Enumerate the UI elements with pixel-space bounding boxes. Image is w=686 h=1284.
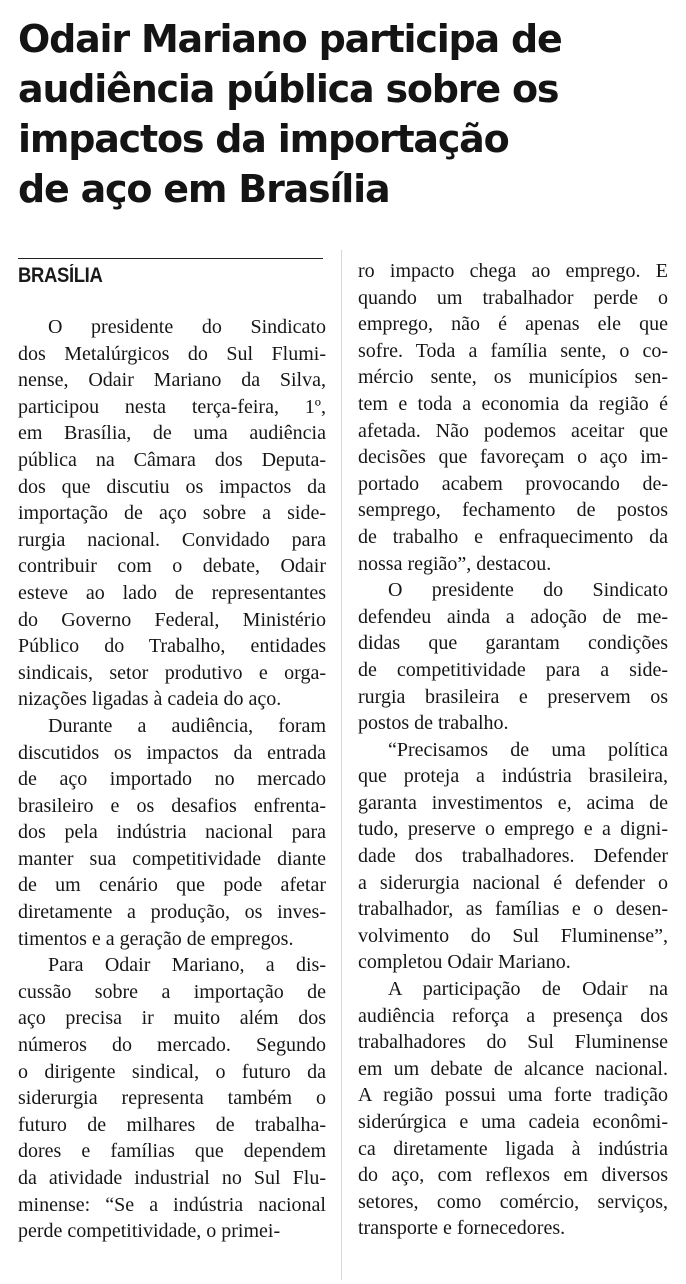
section-label: BRASÍLIA — [18, 264, 103, 287]
text-line: Durante a audiência, foram — [48, 714, 326, 737]
headline-line: Odair Mariano participa de — [18, 17, 562, 61]
text-line: trabalhadores do Sul Fluminense — [358, 1031, 668, 1054]
text-line: cussão sobre a importação de — [18, 980, 326, 1003]
text-line: o dirigente sindical, o futuro da — [18, 1060, 326, 1083]
text-line: timentos e a geração de empregos. — [18, 927, 294, 950]
text-line: postos de trabalho. — [358, 712, 509, 735]
article-paragraph — [358, 737, 668, 976]
left-column — [18, 314, 326, 1245]
text-line: esteve ao lado de representantes — [18, 581, 326, 604]
text-line: decisões que favoreçam o aço im- — [358, 446, 668, 469]
article-paragraph — [358, 577, 668, 737]
text-line: transporte e fornecedores. — [358, 1217, 566, 1240]
text-line: do aço, com reflexos em diversos — [358, 1164, 668, 1187]
text-line: defendeu ainda a adoção de me- — [358, 605, 668, 628]
text-line: nossa região”, destacou. — [358, 552, 552, 575]
text-line: tudo, preserve o emprego e a digni- — [358, 818, 668, 841]
text-line: do Governo Federal, Ministério — [18, 608, 326, 631]
text-line: completou Odair Mariano. — [358, 951, 571, 974]
text-line: discutidos os impactos da entrada — [18, 741, 326, 764]
text-line: garanta investimentos e, acima de — [358, 791, 668, 814]
text-line: tem e toda a economia da região é — [358, 392, 668, 415]
text-line: “Precisamos de uma política — [388, 738, 668, 761]
headline-line: impactos da importação — [18, 117, 509, 161]
text-line: importação de aço sobre a side- — [18, 502, 326, 525]
text-line: de trabalho e enfraquecimento da — [358, 525, 668, 548]
article-headline — [18, 14, 678, 214]
text-line: dos pela indústria nacional para — [18, 821, 326, 844]
text-line: Público do Trabalho, entidades — [18, 635, 326, 658]
text-line: O presidente do Sindicato — [48, 316, 326, 338]
article-paragraph — [358, 976, 668, 1242]
text-line: dade dos trabalhadores. Defender — [358, 845, 668, 868]
text-line: sofre. Toda a família sente, o co- — [358, 339, 668, 362]
text-line: pública na Câmara dos Deputa- — [18, 448, 326, 471]
text-line: Para Odair Mariano, a dis- — [48, 954, 326, 977]
text-line: dores e famílias que dependem — [18, 1140, 326, 1163]
text-line: minense: “Se a indústria nacional — [18, 1193, 326, 1216]
text-line: contribuir com o debate, Odair — [18, 555, 326, 578]
right-column — [358, 258, 668, 1242]
text-line: afetada. Não podemos aceitar que — [358, 419, 668, 442]
text-line: de competitividade para a side- — [358, 658, 668, 681]
text-line: trabalhador, as famílias e o desen- — [358, 898, 668, 921]
text-line: em um debate de alcance nacional. — [358, 1057, 668, 1080]
text-line: quando um trabalhador perde o — [358, 286, 668, 309]
text-line: rurgia nacional. Convidado para — [18, 528, 326, 551]
headline-line: audiência pública sobre os — [18, 67, 559, 111]
text-line: audiência reforça a presença dos — [358, 1004, 668, 1027]
text-line: siderurgia representa também o — [18, 1087, 326, 1110]
text-line: sindicais, setor produtivo e orga- — [18, 661, 326, 684]
text-line: diretamente a produção, os inves- — [18, 901, 326, 924]
text-line: setores, como comércio, serviços, — [358, 1190, 668, 1213]
text-line: ca diretamente ligada à indústria — [358, 1137, 668, 1160]
column-divider — [341, 250, 342, 1280]
text-line: volvimento do Sul Fluminense”, — [358, 924, 668, 947]
text-line: a siderurgia nacional é defender o — [358, 871, 668, 894]
text-line: de aço importado no mercado — [18, 768, 326, 791]
text-line: manter sua competitividade diante — [18, 847, 326, 870]
text-line: dos Metalúrgicos do Sul Flumi- — [18, 342, 326, 365]
article-paragraph — [18, 314, 326, 713]
text-line: siderúrgica e uma cadeia econômi- — [358, 1111, 668, 1133]
text-line: mércio sente, os municípios sen- — [358, 366, 668, 389]
text-line: A participação de Odair na — [388, 978, 668, 1001]
text-line: em Brasília, de uma audiência — [18, 422, 326, 445]
text-line: A região possui uma forte tradição — [358, 1084, 668, 1107]
text-line: perde competitividade, o primei- — [18, 1220, 281, 1243]
headline-line: de aço em Brasília — [18, 167, 390, 211]
text-line: da atividade industrial no Sul Flu- — [18, 1167, 326, 1189]
text-line: didas que garantam condições — [358, 632, 668, 655]
article-paragraph — [18, 713, 326, 952]
text-line: números do mercado. Segundo — [18, 1034, 326, 1057]
text-line: que proteja a indústria brasileira, — [358, 765, 668, 788]
article-paragraph — [18, 952, 326, 1245]
section-rule — [18, 258, 323, 259]
text-line: participou nesta terça-feira, 1º, — [18, 395, 326, 418]
text-line: nense, Odair Mariano da Silva, — [18, 369, 326, 392]
article-paragraph — [358, 258, 668, 577]
text-line: semprego, fechamento de postos — [358, 499, 668, 522]
text-line: portado acabem provocando de- — [358, 472, 668, 495]
text-line: brasileiro e os desafios enfrenta- — [18, 794, 326, 817]
text-line: futuro de milhares de trabalha- — [18, 1113, 326, 1136]
text-line: ro impacto chega ao emprego. E — [358, 260, 668, 282]
text-line: rurgia brasileira e preservem os — [358, 685, 668, 708]
text-line: O presidente do Sindicato — [388, 579, 668, 602]
text-line: dos que discutiu os impactos da — [18, 475, 326, 498]
text-line: aço precisa ir muito além dos — [18, 1007, 326, 1030]
text-line: de um cenário que pode afetar — [18, 874, 326, 897]
text-line: nizações ligadas à cadeia do aço. — [18, 688, 282, 711]
text-line: emprego, não é apenas ele que — [358, 313, 668, 336]
